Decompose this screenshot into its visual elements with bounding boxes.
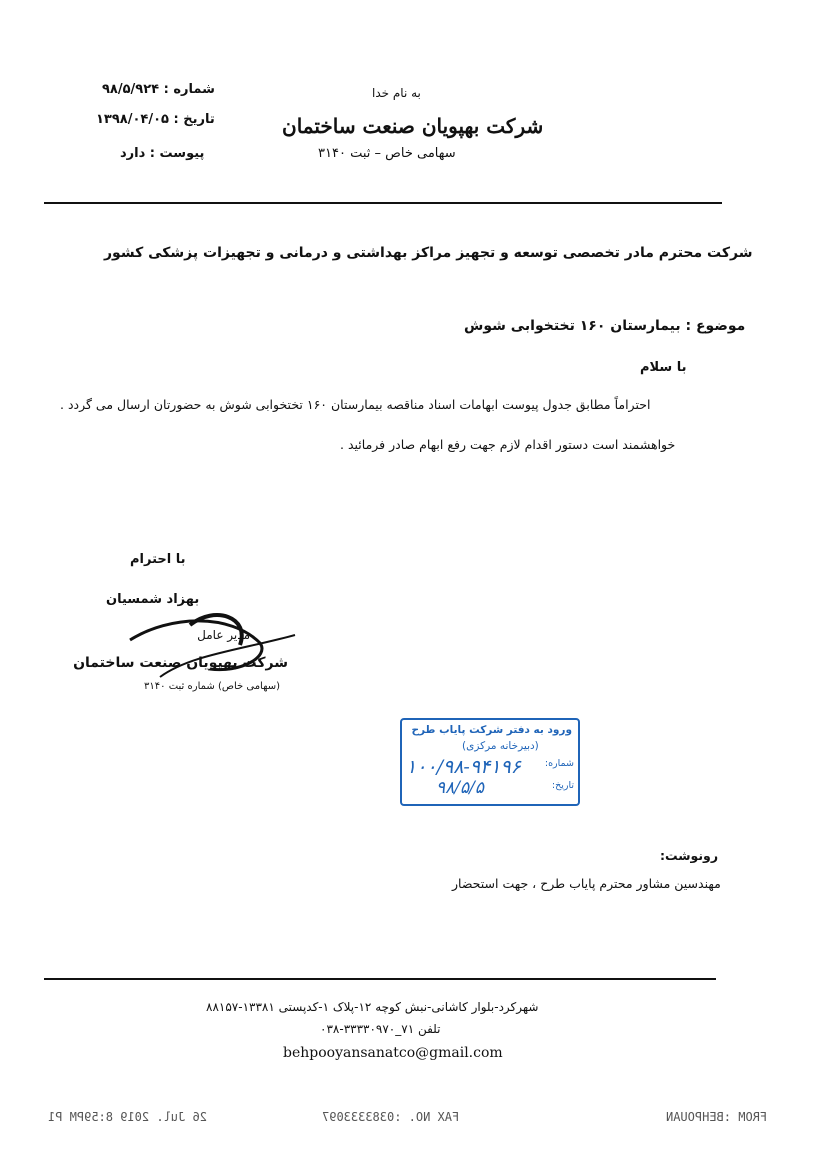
stamp-date: ۹۸/۵/۵ [436,778,484,798]
basmala: به نام خدا [372,86,421,100]
footer-address: شهرکرد-بلوار کاشانی-نبش کوچه ۱۲-پلاک ۱-کدپستی ۱۳۳۸۱-۸۸۱۵۷ [206,1000,539,1014]
fax-timestamp: 26 Jul. 2019 8:59PM P1 [48,1110,207,1124]
company-name: شرکت بهپویان صنعت ساختمان [282,114,544,138]
letter-attachment: پیوست : دارد [120,146,205,161]
seal-title: مدیر عامل [197,628,250,642]
fax-number: FAX NO. :0383333097 [322,1110,460,1124]
stamp-date-label: تاریخ: [551,780,574,791]
header-divider [44,202,722,204]
fax-header-bar [0,1096,819,1144]
stamp-number-label: شماره: [544,758,574,769]
subject-line: موضوع : بیمارستان ۱۶۰ تختخوابی شوش [464,318,746,334]
body-paragraph-line-1: احتراماً مطابق جدول پیوست ابهامات اسناد مناقصه بیمارستان ۱۶۰ تختخوابی شوش به حضورتان ارسال می گردد . [60,397,651,412]
signer-name: بهزاد شمسیان [106,592,200,607]
recipient: شرکت محترم مادر تخصصی توسعه و تجهیز مراکز بهداشتی و درمانی و تجهیزات پزشکی کشور [104,245,753,261]
letter-number: شماره : ۹۸/۵/۹۲۴ [102,82,215,97]
company-registration: سهامی خاص – ثبت ۳۱۴۰ [318,146,456,161]
company-seal-signature [73,595,300,705]
closing: با احترام [130,552,186,567]
cc-label: رونوشت: [660,848,719,863]
greeting: با سلام [640,360,687,375]
receipt-stamp [400,718,580,806]
stamp-subtitle: (دبیرخانه مرکزی) [462,740,539,752]
footer-divider [44,978,716,980]
seal-company: شرکت بهپویان صنعت ساختمان [73,655,288,671]
seal-registration: (سهامی خاص) شماره ثبت ۳۱۴۰ [144,681,280,692]
stamp-title: ورود به دفتر شرکت پایاب طرح [411,724,572,736]
letter-date: تاریخ : ۱۳۹۸/۰۴/۰۵ [96,112,215,127]
body-paragraph-line-2: خواهشمند است دستور اقدام لازم جهت رفع ابهام صادر فرمائید . [340,437,676,452]
cc-recipient: مهندسین مشاور محترم پایاب طرح ، جهت استحضار [452,876,721,891]
fax-sender: FROM :BEHPOUAN [666,1110,768,1124]
footer-phone: تلفن ۷۱_۳۳۳۳۰۹۷۰-۰۳۸ [320,1022,441,1036]
stamp-number: ۱۰۰/۹۸-۹۴۱۹۶ [406,756,521,778]
footer-email: behpooyansanatco@gmail.com [283,1045,503,1061]
